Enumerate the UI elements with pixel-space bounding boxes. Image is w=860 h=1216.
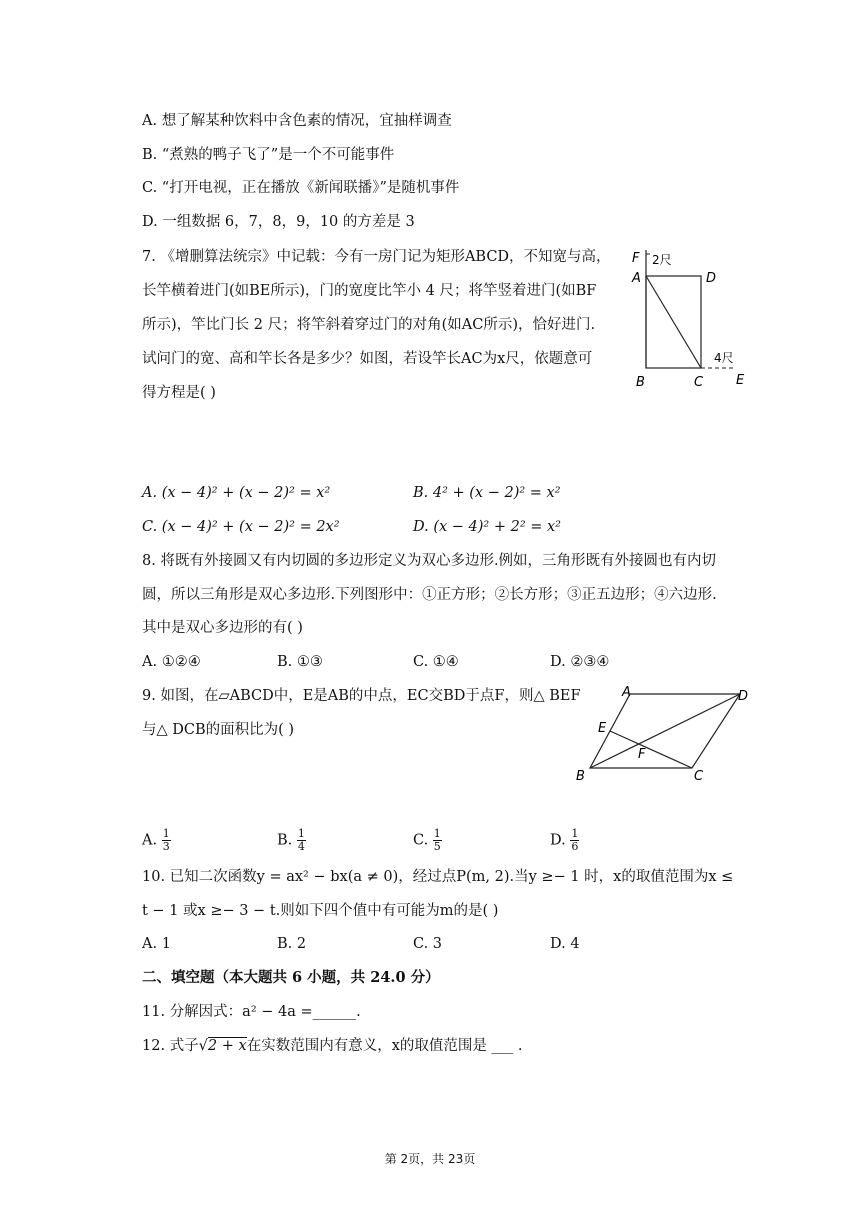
q9-option-d-prefix: D. xyxy=(550,832,566,849)
q6-option-d: D. 一组数据 6，7，8，9，10 的方差是 3 xyxy=(142,214,415,230)
q7-text-line-1: 7. 《增删算法统宗》中记载：今有一房门记为矩形ABCD，不知宽与高， xyxy=(142,249,611,265)
q6-option-b: B. “煮熟的鸭子飞了”是一个不可能事件 xyxy=(142,147,395,163)
q7-text-line-5: 得方程是( ) xyxy=(142,385,216,401)
q7-label-4chi: 4尺 xyxy=(714,351,734,365)
q12-text xyxy=(142,1035,522,1057)
q9-option-a-fraction xyxy=(162,828,171,853)
section-heading-fill-in: 二、填空题（本大题共 6 小题，共 24.0 分） xyxy=(142,969,440,986)
q10-text-line-1: 10. 已知二次函数y = ax² − bx(a ≠ 0)，经过点P(m, 2).当y ≥− 1 时，x的取值范围为x ≤ xyxy=(142,869,734,885)
q9-option-c-prefix: C. xyxy=(413,832,429,849)
fraction-numerator: 1 xyxy=(162,827,170,840)
q8-option-b: B. ①③ xyxy=(277,654,323,670)
q9-label-a: A xyxy=(622,685,631,700)
q7-option-c: C. (x − 4)² + (x − 2)² = 2x² xyxy=(142,519,340,535)
q9-text-line-1: 9. 如图，在▱ABCD中，E是AB的中点，EC交BD于点F，则△ BEF xyxy=(142,688,581,704)
q8-option-c: C. ①④ xyxy=(413,654,459,670)
q8-text-line-1: 8. 将既有外接圆又有内切圆的多边形定义为双心多边形.例如，三角形既有外接圆也有内切 xyxy=(142,553,717,569)
q8-text-line-2: 圆，所以三角形是双心多边形.下列图形中：①正方形；②长方形；③正五边形；④六边形. xyxy=(142,587,717,603)
q7-label-2chi: 2尺 xyxy=(652,253,672,267)
q7-text-line-2: 长竿横着进门(如BE所示)，门的宽度比竿小 4 尺；将竿竖着进门(如BF xyxy=(142,283,597,299)
q7-label-f: F xyxy=(632,251,640,266)
q6-option-c: C. “打开电视，正在播放《新闻联播》”是随机事件 xyxy=(142,180,460,196)
q8-option-a: A. ①②④ xyxy=(142,654,201,670)
q7-option-d: D. (x − 4)² + 2² = x² xyxy=(413,519,561,535)
fraction-numerator: 1 xyxy=(433,827,441,840)
q9-option-d xyxy=(550,828,579,853)
q9-option-b-prefix: B. xyxy=(277,832,293,849)
q7-option-b: B. 4² + (x − 2)² = x² xyxy=(413,485,561,501)
q10-option-a: A. 1 xyxy=(142,936,171,952)
fraction-numerator: 1 xyxy=(297,827,305,840)
q9-option-c-fraction xyxy=(433,828,442,853)
sqrt-sign-icon: √ xyxy=(198,1038,208,1054)
q9-option-a xyxy=(142,828,171,853)
q8-option-d: D. ②③④ xyxy=(550,654,610,670)
q12-suffix: 在实数范围内有意义，x的取值范围是 ___ . xyxy=(246,1038,523,1054)
q10-option-c: C. 3 xyxy=(413,936,443,952)
fraction-denominator: 5 xyxy=(433,840,441,853)
fraction-denominator: 3 xyxy=(162,840,170,853)
fraction-denominator: 4 xyxy=(297,840,305,853)
q9-option-b xyxy=(277,828,306,853)
q7-label-d: D xyxy=(706,271,717,286)
q9-label-e: E xyxy=(598,721,607,736)
q7-label-e: E xyxy=(736,373,745,388)
q6-option-a: A. 想了解某种饮料中含色素的情况，宜抽样调查 xyxy=(142,113,452,129)
q11-text: 11. 分解因式：a² − 4a =______. xyxy=(142,1004,361,1020)
q7-text-line-4: 试问门的宽、高和竿长各是多少？如图，若设竿长AC为x尺，依题意可 xyxy=(142,351,593,367)
q7-text-line-3: 所示)，竿比门长 2 尺；将竿斜着穿过门的对角(如AC所示)，恰好进门. xyxy=(142,317,596,333)
q8-text-line-3: 其中是双心多边形的有( ) xyxy=(142,620,303,636)
q9-option-b-fraction xyxy=(297,828,306,853)
q9-option-a-prefix: A. xyxy=(142,832,158,849)
q7-label-a: A xyxy=(632,271,641,286)
q10-option-d: D. 4 xyxy=(550,936,580,952)
q9-label-f: F xyxy=(638,747,646,762)
q9-parallelogram-figure xyxy=(570,680,760,790)
q9-text-line-2: 与△ DCB的面积比为( ) xyxy=(142,722,295,738)
q9-label-b: B xyxy=(576,769,585,784)
q7-door-figure xyxy=(624,244,754,394)
q10-text-line-2: t − 1 或x ≥− 3 − t.则如下四个值中有可能为m的是( ) xyxy=(142,903,499,919)
q7-label-c: C xyxy=(694,375,704,390)
q7-label-b: B xyxy=(636,375,645,390)
q9-option-d-fraction xyxy=(570,828,579,853)
q12-radicand: 2 + x xyxy=(207,1038,247,1054)
fraction-numerator: 1 xyxy=(571,827,579,840)
fraction-denominator: 6 xyxy=(571,840,579,853)
q9-label-d: D xyxy=(738,689,749,704)
q12-prefix: 12. 式子 xyxy=(142,1038,199,1054)
page-footer: 第 2页，共 23页 xyxy=(384,1152,476,1166)
q7-option-a: A. (x − 4)² + (x − 2)² = x² xyxy=(142,485,331,501)
q9-option-c xyxy=(413,828,442,853)
q9-label-c: C xyxy=(694,769,704,784)
q10-option-b: B. 2 xyxy=(277,936,307,952)
